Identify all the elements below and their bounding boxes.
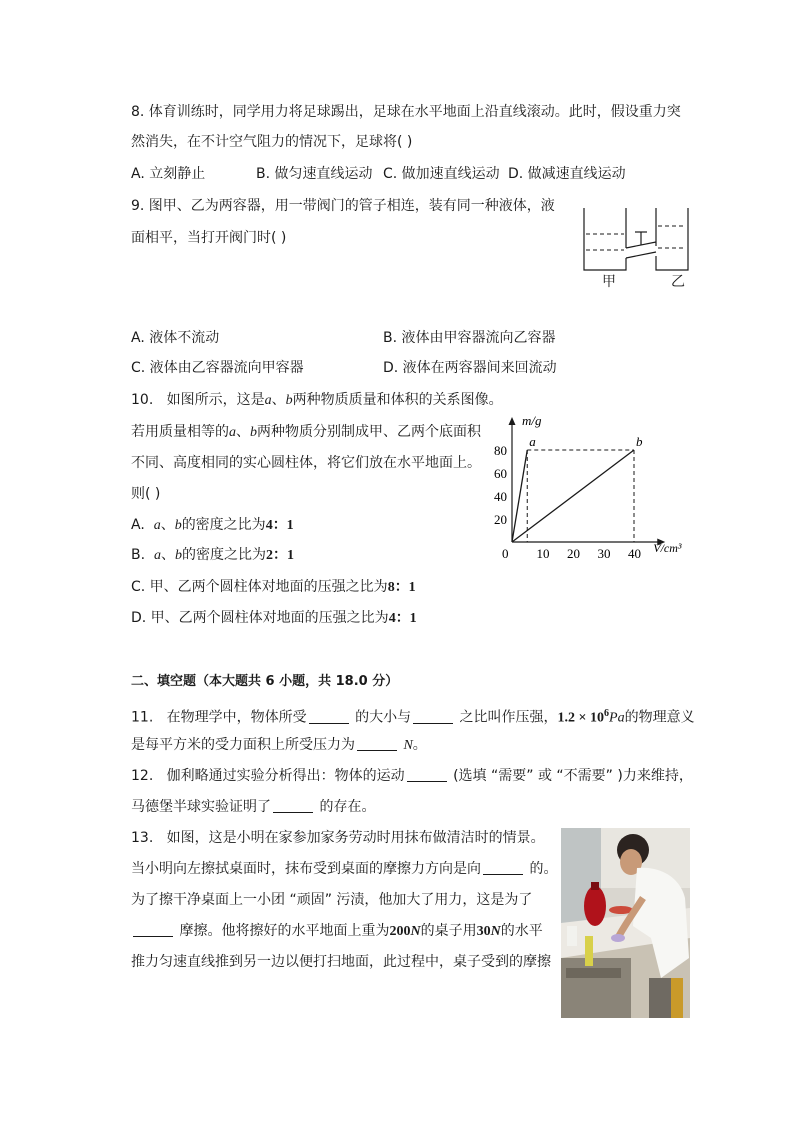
q10-mass-volume-chart (490, 388, 700, 563)
q13-stem-line3: 为了擦干净桌面上一小团 “顽固” 污渍，他加大了用力，这是为了 (131, 892, 533, 908)
x-tick-label: 40 (628, 546, 641, 561)
y-tick-label: 40 (494, 489, 507, 504)
q8-stem-line2: 然消失，在不计空气阻力的情况下，足球将( ) (131, 134, 413, 150)
q10-option-a: A. a、b的密度之比为4：1 (131, 517, 294, 533)
q10-stem-line1: 10. 如图所示，这是a、b两种物质质量和体积的关系图像。 (131, 392, 503, 408)
q8-option-a: A. 立刻静止 (131, 166, 206, 182)
y-tick-label: 20 (494, 512, 507, 527)
q12-blank-2[interactable] (273, 798, 313, 813)
q10-stem-line4: 则( ) (131, 486, 161, 502)
q11-blank-3[interactable] (357, 736, 397, 751)
q13-blank-1[interactable] (483, 860, 523, 875)
q10-stem-line2: 若用质量相等的a、b两种物质分别制成甲、乙两个底面积 (131, 424, 481, 440)
x-tick-label: 30 (597, 546, 611, 561)
x-tick-label: 20 (567, 546, 580, 561)
q12-stem-line2: 马德堡半球实验证明了 的存在。 (131, 799, 376, 815)
q9-label-yi: 乙 (671, 274, 685, 290)
q9-option-a: A. 液体不流动 (131, 330, 220, 346)
section-2-title: 二、填空题（本大题共 6 小题，共 18.0 分） (131, 674, 399, 689)
series-line-b (512, 450, 634, 542)
q13-blank-2[interactable] (133, 922, 173, 937)
series-label-b: b (636, 434, 643, 449)
q12-blank-1[interactable] (407, 767, 447, 782)
series-label-a: a (529, 434, 536, 449)
q8-option-c: C. 做加速直线运动 (383, 166, 500, 182)
q9-option-d: D. 液体在两容器间来回流动 (383, 360, 557, 376)
q9-option-c: C. 液体由乙容器流向甲容器 (131, 360, 304, 376)
y-axis-arrow (509, 417, 516, 425)
q13-cleaning-photo (561, 828, 690, 1018)
q13-stem-line4: 摩擦。他将擦好的水平地面上重为200N的桌子用30N的水平 (131, 921, 543, 942)
q11-stem-line2: 是每平方米的受力面积上所受压力为 N。 (131, 737, 427, 753)
q9-label-jia: 甲 (602, 274, 616, 290)
q11-stem-line1: 11. 在物理学中，物体所受 的大小与 之比叫作压强，$1.2 \times 10^6Pa$的物理意义 (131, 708, 695, 726)
q8-option-b: B. 做匀速直线运动 (256, 166, 373, 182)
q10-option-c: C. 甲、乙两个圆柱体对地面的压强之比为8：1 (131, 579, 416, 595)
q9-stem-line1: 9. 图甲、乙为两容器，用一带阀门的管子相连，装有同一种液体，液 (131, 198, 555, 214)
q10-option-d: D. 甲、乙两个圆柱体对地面的压强之比为4：1 (131, 610, 417, 626)
q11-blank-2[interactable] (413, 709, 453, 724)
y-tick-label: 80 (494, 443, 507, 458)
x-axis-label: V/cm³ (653, 541, 682, 555)
q8-option-d: D. 做减速直线运动 (508, 166, 626, 182)
q9-stem-line2: 面相平，当打开阀门时( ) (131, 230, 287, 246)
y-axis-label: m/g (522, 413, 542, 428)
q10-option-b: B. a、b的密度之比为2：1 (131, 547, 294, 563)
q11-blank-1[interactable] (309, 709, 349, 724)
series-line-a (512, 450, 527, 542)
q8-stem-line1: 8. 体育训练时，同学用力将足球踢出，足球在水平地面上沿直线滚动。此时，假设重力突 (131, 104, 681, 120)
q13-stem-line5: 推力匀速直线推到另一边以便打扫地面，此过程中，桌子受到的摩擦 (131, 954, 551, 970)
q12-stem-line1: 12. 伽利略通过实验分析得出：物体的运动 (选填 “需要” 或 “不需要” )力来维持， (131, 768, 693, 784)
q13-stem-line2: 当小明向左擦拭桌面时，抹布受到桌面的摩擦力方向是向 的。 (131, 861, 558, 877)
q10-stem-line3: 不同、高度相同的实心圆柱体，将它们放在水平地面上。 (131, 455, 481, 471)
y-tick-label: 60 (494, 466, 507, 481)
q13-stem-line1: 13. 如图，这是小明在家参加家务劳动时用抹布做清洁时的情景。 (131, 830, 545, 846)
x-tick-label: 10 (536, 546, 550, 561)
q9-option-b: B. 液体由甲容器流向乙容器 (383, 330, 556, 346)
x-tick-label: 0 (502, 546, 509, 561)
